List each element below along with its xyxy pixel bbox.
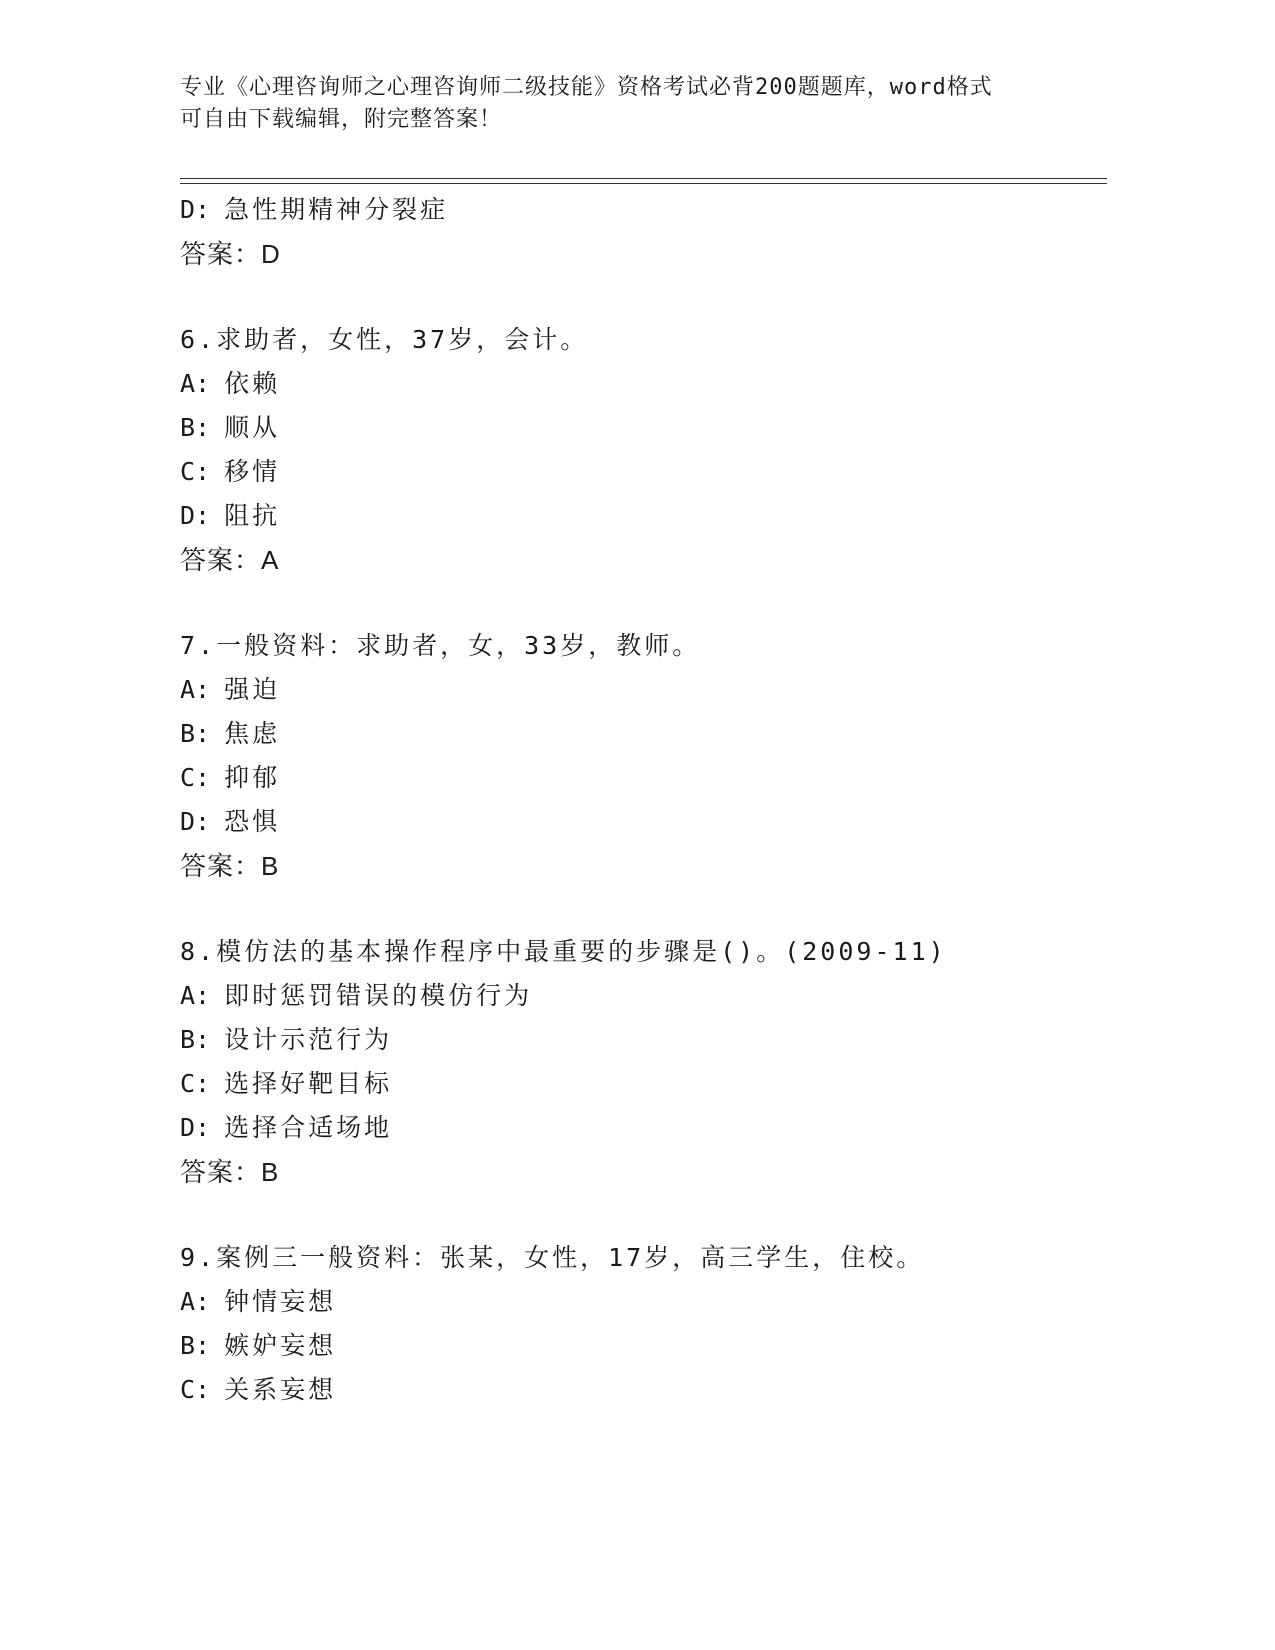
option-b xyxy=(180,406,1107,450)
header-divider-bottom xyxy=(180,183,1107,184)
option-letter: C: xyxy=(180,457,211,486)
option-d xyxy=(180,494,1107,538)
option-text: 选择合适场地 xyxy=(224,1113,393,1142)
option-a xyxy=(180,1280,1107,1324)
option-text: 选择好靶目标 xyxy=(224,1069,393,1098)
option-a xyxy=(180,974,1107,1018)
option-b xyxy=(180,1324,1107,1368)
option-text: 嫉妒妄想 xyxy=(224,1331,337,1360)
option-letter: B: xyxy=(180,719,211,748)
spacer xyxy=(180,888,1107,930)
option-letter: D: xyxy=(180,195,211,224)
question-stem: 8.模仿法的基本操作程序中最重要的步骤是()。(2009-11) xyxy=(180,937,947,966)
option-text: 强迫 xyxy=(224,675,281,704)
option-a xyxy=(180,668,1107,712)
document-header xyxy=(180,72,1080,136)
option-d xyxy=(180,1106,1107,1150)
answer-line: 答案：B xyxy=(180,1157,280,1187)
spacer xyxy=(180,582,1107,624)
spacer xyxy=(180,1194,1107,1236)
spacer xyxy=(180,276,1107,318)
option-d xyxy=(180,800,1107,844)
option-c xyxy=(180,756,1107,800)
option-letter: A: xyxy=(180,675,211,704)
question-stem: 9.案例三一般资料：张某，女性，17岁，高三学生，住校。 xyxy=(180,1243,925,1272)
option-letter: B: xyxy=(180,413,211,442)
option-letter: A: xyxy=(180,1287,211,1316)
option-text: 抑郁 xyxy=(224,763,281,792)
option-text: 焦虑 xyxy=(224,719,281,748)
option-text: 阻抗 xyxy=(224,501,281,530)
question-9 xyxy=(180,1236,1107,1412)
question-stem: 6.求助者，女性，37岁，会计。 xyxy=(180,325,589,354)
question-8 xyxy=(180,930,1107,1194)
option-text: 关系妄想 xyxy=(224,1375,337,1404)
option-letter: B: xyxy=(180,1331,211,1360)
answer-line: 答案：A xyxy=(180,545,280,575)
option-letter: C: xyxy=(180,763,211,792)
option-letter: D: xyxy=(180,1113,211,1142)
option-letter: C: xyxy=(180,1375,211,1404)
option-text: 依赖 xyxy=(224,369,281,398)
header-line-2: 可自由下载编辑，附完整答案！ xyxy=(180,107,503,132)
option-letter: A: xyxy=(180,369,211,398)
option-text: 急性期精神分裂症 xyxy=(224,195,449,224)
header-line-1: 专业《心理咨询师之心理咨询师二级技能》资格考试必背200题题库，word格式 xyxy=(180,75,993,100)
option-text: 即时惩罚错误的模仿行为 xyxy=(224,981,533,1010)
option-c xyxy=(180,450,1107,494)
option-text: 钟情妄想 xyxy=(224,1287,337,1316)
option-letter: D: xyxy=(180,807,211,836)
option-text: 顺从 xyxy=(224,413,281,442)
answer-line: 答案：D xyxy=(180,239,281,269)
answer-line: 答案：B xyxy=(180,851,280,881)
option-b xyxy=(180,712,1107,756)
option-a xyxy=(180,362,1107,406)
option-c xyxy=(180,1062,1107,1106)
question-list xyxy=(180,188,1107,1412)
option-c xyxy=(180,1368,1107,1412)
option-letter: B: xyxy=(180,1025,211,1054)
question-6 xyxy=(180,318,1107,582)
header-divider-top xyxy=(180,178,1107,179)
question-7 xyxy=(180,624,1107,888)
option-d xyxy=(180,188,1107,232)
option-text: 移情 xyxy=(224,457,281,486)
question-5-tail xyxy=(180,188,1107,276)
option-b xyxy=(180,1018,1107,1062)
option-letter: D: xyxy=(180,501,211,530)
option-letter: C: xyxy=(180,1069,211,1098)
option-text: 恐惧 xyxy=(224,807,281,836)
option-letter: A: xyxy=(180,981,211,1010)
question-stem: 7.一般资料：求助者，女，33岁，教师。 xyxy=(180,631,701,660)
option-text: 设计示范行为 xyxy=(224,1025,393,1054)
